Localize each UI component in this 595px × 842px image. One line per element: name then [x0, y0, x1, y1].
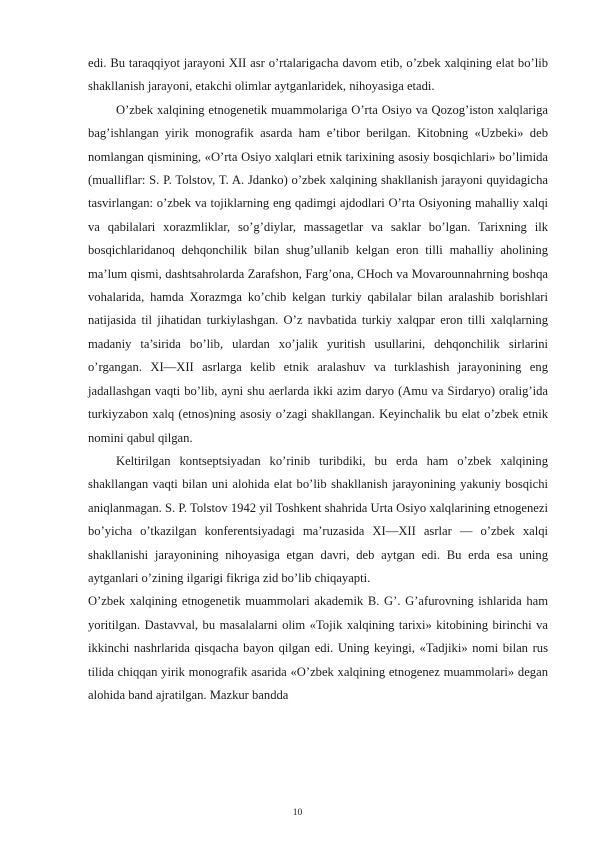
paragraph-4: O’zbek xalqining etnogenetik muammolari akademik B. G’. G’afurovning ishlarida ham yoritilgan. Dastavval, bu masalalarni olim «Tojik xalqining tarixi» kitobining birinchi va ikkinchi nashrlarida qisqacha bayon qilgan edi. Uning keyingi, «Tadjiki» nomi bilan rus tilida chiqqan yirik monografik asarida «O’zbek xalqining etnogenez muammolari» degan alohida band ajratilgan. Mazkur bandda [88, 594, 548, 702]
page-number: 10 [292, 808, 303, 818]
paragraph-1: edi. Bu taraqqiyot jarayoni XII asr o’rtalarigacha davom etib, o’zbek xalqining elat bo’lib shakllanish jarayoni, etakchi olimlar aytganlaridek, nihoyasiga etadi. [88, 56, 548, 94]
paragraph-2: O’zbek xalqining etnogenetik muammolariga O’rta Osiyo va Qozog’iston xalqlariga bag’ishlangan yirik monografik asarda ham e’tibor berilgan. Kitobning «Uzbeki» deb nomlangan qismining, «O’rta Osiyo xalqlari etnik tarixining asosiy bosqichlari» bo’limida (mualliflar: S. P. Tolstov, T. A. Jdanko) o’zbek xalqining shakllanish jarayoni quyidagicha tasvirlangan: o’zbek va tojiklarning eng qadimgi ajdodlari O’rta Osiyoning mahalliy xalqi va qabilalari xorazmliklar, so’g’diylar, massagetlar va saklar bo’lgan. Tarixning ilk bosqichlaridanoq dehqonchilik bilan shug’ullanib kelgan eron tilli mahalliy aholining ma’lum qismi, dashtsahrolarda Zarafshon, Farg’ona, CHoch va Movarounnahrning boshqa vohalarida, hamda Xorazmga ko’chib kelgan turkiy qabilalar bilan aralashib borishlari natijasida til jihatidan turkiylashgan. O’z navbatida turkiy xalqpar eron tilli xalqlarning madaniy ta’sirida bo’lib, ulardan xo’jalik yuritish usullarini, dehqonchilik sirlarini o’rgangan. XI—XII asrlarga kelib etnik aralashuv va turklashish jarayonining eng jadallashgan vaqti bo’lib, ayni shu aerlarda ikki azim daryo (Amu va Sirdaryo) oralig’ida turkiyzabon xalq (etnos)ning asosiy o’zagi shakllangan. Keyinchalik bu elat o’zbek etnik nomini qabul qilgan. [88, 102, 548, 445]
page-body [88, 52, 548, 707]
paragraph-3: Keltirilgan kontseptsiyadan ko’rinib turibdiki, bu erda ham o’zbek xalqining shakllangan vaqti bilan uni alohida elat bo’lib shakllanish jarayonining yakuniy bosqichi aniqlanmagan. S. P. Tolstov 1942 yil Toshkent shahrida Urta Osiyo xalqlarining etnogenezi bo’yicha o’tkazilgan konferentsiyadagi ma’ruzasida XI—XII asrlar — o’zbek xalqi shakllanishi jarayonining nihoyasiga etgan davri, deb aytgan edi. Bu erda esa uning aytganlari o’zining ilgarigi fikriga zid bo’lib chiqayapti. [88, 453, 548, 585]
